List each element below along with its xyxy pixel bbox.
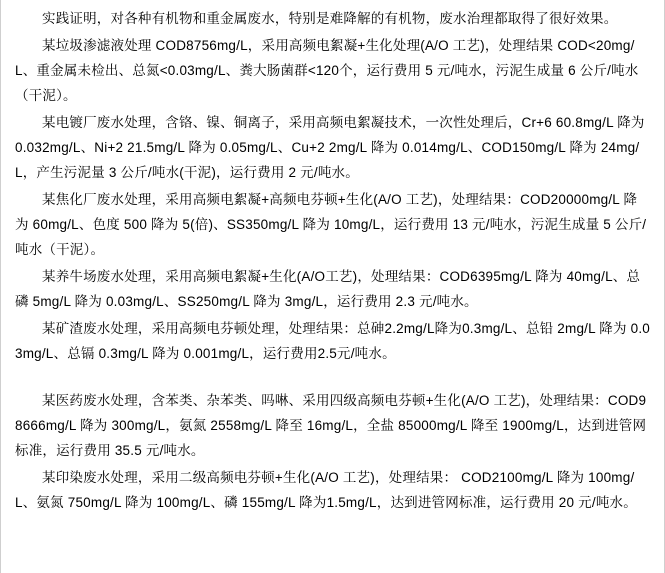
paragraph: 某电镀厂废水处理，含铬、镍、铜离子，采用高频电絮凝技术，一次性处理后，Cr+6 60.8mg/L 降为 0.032mg/L、Ni+2 21.5mg/L 降为 0.05mg/L、Cu+2 2mg/L 降为 0.014mg/L、COD150mg/L 降为 24mg/L，产生污泥量 3 公斤/吨水(干泥)，运行费用 2 元/吨水。 [15,115,645,180]
paragraph: 某印染废水处理，采用二级高频电芬顿+生化(A/O 工艺)，处理结果： COD2100mg/L 降为 100mg/L、氨氮 750mg/L 降为 100mg/L、磷 155mg/L 降为1.5mg/L，达到进管网标准，运行费用 20 元/吨水。 [15,470,637,510]
paragraph: 实践证明，对各种有机物和重金属废水，特别是难降解的有机物，废水治理都取得了很好效果。 [42,11,618,26]
paragraph: 某垃圾渗滤液处理 COD8756mg/L，采用高频电絮凝+生化处理(A/O 工艺)，处理结果 COD<20mg/L、重金属未检出、总氮<0.03mg/L、粪大肠菌群<120个，运行费用 5 元/吨水，污泥生成量 6 公斤/吨水（干泥）。 [15,38,639,103]
paragraph: 某矿渣废水处理，采用高频电芬顿处理，处理结果：总砷2.2mg/L降为0.3mg/L、总铅 2mg/L 降为 0.03mg/L、总镉 0.3mg/L 降为 0.001mg/L，运行费用2.5元/吨水。 [15,321,650,361]
paragraph: 某焦化厂废水处理，采用高频电絮凝+高频电芬顿+生化(A/O 工艺)，处理结果：COD20000mg/L 降为 60mg/L、色度 500 降为 5(倍)、SS350mg/L 降为 10mg/L，运行费用 13 元/吨水，污泥生成量 5 公斤/吨水（干泥）。 [15,192,647,257]
paragraph-spacer [15,368,650,388]
paragraph: 某医药废水处理，含苯类、杂苯类、吗啉、采用四级高频电芬顿+生化(A/O 工艺)，处理结果：COD98666mg/L 降为 300mg/L，氨氮 2558mg/L 降至 16mg/L，全盐 85000mg/L 降至 1900mg/L，达到进管网标准，运行费用 35.5 元/吨水。 [15,393,647,458]
paragraph: 某养牛场废水处理，采用高频电絮凝+生化(A/O工艺)，处理结果：COD6395mg/L 降为 40mg/L、总磷 5mg/L 降为 0.03mg/L、SS250mg/L 降为 3mg/L，运行费用 2.3 元/吨水。 [15,269,641,309]
